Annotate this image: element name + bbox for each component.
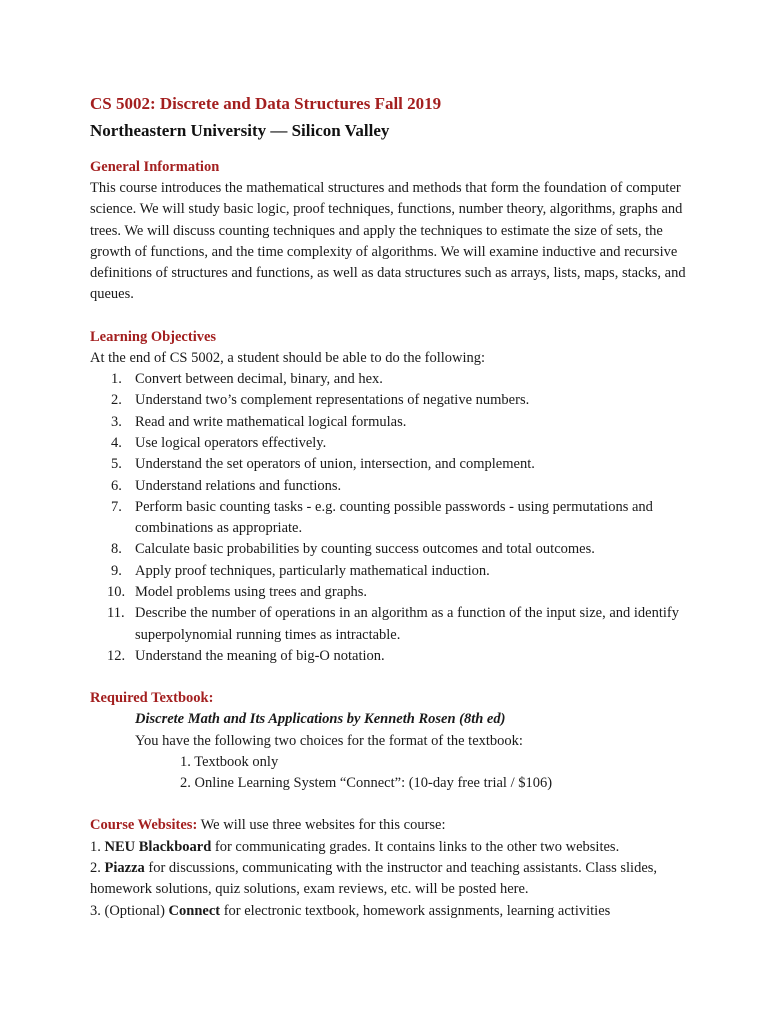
syllabus-page <box>90 92 690 922</box>
objective-text: Convert between decimal, binary, and hex. <box>135 371 383 388</box>
objective-item <box>90 369 690 390</box>
general-information-body: This course introduces the mathematical structures and methods that form the foundation of computer science. We will study basic logic, proof techniques, functions, number theory, algorithms, graphs and trees. We will discuss counting techniques and apply the techniques to estimate the size of sets, the growth of functions, and the time complexity of algorithms. We will examine inductive and recursive definitions of structures and functions, as well as data structures such as arrays, lists, maps, stacks, and queues. <box>90 180 686 303</box>
objective-text: Use logical operators effectively. <box>135 434 327 451</box>
objective-text: Read and write mathematical logical formulas. <box>135 413 407 430</box>
objective-item <box>90 454 690 475</box>
required-textbook-heading: Required Textbook: <box>90 690 214 707</box>
objective-item <box>90 497 690 540</box>
course-title: CS 5002: Discrete and Data Structures Fall 2019 <box>90 94 442 113</box>
objective-text: Understand the meaning of big-O notation. <box>135 647 385 664</box>
website-item-blackboard <box>90 837 690 858</box>
objective-number: 8. <box>111 541 122 558</box>
website-item-connect <box>90 901 690 922</box>
objective-text: Perform basic counting tasks - e.g. counting possible passwords - using permutations and combinations as appropriate. <box>135 498 653 537</box>
website-prefix: 2. <box>90 860 105 877</box>
objective-number: 12. <box>107 647 126 664</box>
website-description: for electronic textbook, homework assignments, learning activities <box>220 902 611 919</box>
objective-item <box>90 539 690 560</box>
objective-item <box>90 582 690 603</box>
objective-item <box>90 390 690 411</box>
course-websites-intro-line <box>90 815 690 836</box>
objective-text: Model problems using trees and graphs. <box>135 584 367 601</box>
course-websites-intro: We will use three websites for this course: <box>197 817 446 834</box>
website-name: NEU Blackboard <box>104 838 212 855</box>
objective-number: 6. <box>111 477 122 494</box>
learning-objectives-list <box>90 369 690 667</box>
textbook-title: Discrete Math and Its Applications by Kenneth Rosen (8th ed) <box>135 711 506 728</box>
objective-text: Describe the number of operations in an algorithm as a function of the input size, and identify superpolynomial running times as intractable. <box>135 605 679 643</box>
course-websites-heading: Course Websites: <box>90 817 198 834</box>
objective-item <box>90 561 690 582</box>
website-item-piazza <box>90 858 690 901</box>
objective-text: Calculate basic probabilities by counting success outcomes and total outcomes. <box>135 541 595 558</box>
website-description: for communicating grades. It contains links to the other two websites. <box>211 838 620 855</box>
objective-item <box>90 646 690 667</box>
objective-number: 7. <box>111 498 122 515</box>
objective-item <box>90 412 690 433</box>
website-prefix: 1. <box>90 838 105 855</box>
objective-item <box>90 476 690 497</box>
objective-text: Apply proof techniques, particularly mathematical induction. <box>135 562 490 579</box>
website-description: for discussions, communicating with the instructor and teaching assistants. Class slides, homework solutions, quiz solutions, exam reviews, etc. will be posted here. <box>90 860 658 898</box>
objective-text: Understand relations and functions. <box>135 477 342 494</box>
objective-number: 5. <box>111 456 122 473</box>
university-subtitle: Northeastern University — Silicon Valley <box>90 121 390 140</box>
website-prefix: 3. (Optional) <box>90 902 169 919</box>
objective-text: Understand the set operators of union, intersection, and complement. <box>135 456 535 473</box>
textbook-choices-list <box>90 752 690 795</box>
learning-objectives-heading: Learning Objectives <box>90 328 217 345</box>
textbook-choice: 1. Textbook only <box>180 753 279 770</box>
website-name: Piazza <box>104 860 145 877</box>
objective-item <box>90 433 690 454</box>
textbook-intro: You have the following two choices for the format of the textbook: <box>135 732 523 749</box>
objective-number: 11. <box>107 605 125 622</box>
objective-text: Understand two’s complement representations of negative numbers. <box>135 392 530 409</box>
objective-number: 1. <box>111 371 122 388</box>
website-name: Connect <box>168 902 221 919</box>
course-websites-section <box>90 815 690 921</box>
objective-number: 9. <box>111 562 122 579</box>
textbook-choice: 2. Online Learning System “Connect”: (10-day free trial / $106) <box>180 775 553 792</box>
objective-number: 4. <box>111 434 122 451</box>
general-information-section <box>90 157 690 306</box>
learning-objectives-intro: At the end of CS 5002, a student should be able to do the following: <box>90 349 486 366</box>
objective-number: 10. <box>107 584 126 601</box>
objective-number: 3. <box>111 413 122 430</box>
objective-number: 2. <box>111 392 122 409</box>
objective-item <box>90 603 690 646</box>
required-textbook-section <box>90 688 690 794</box>
learning-objectives-section <box>90 327 690 667</box>
general-information-heading: General Information <box>90 159 220 175</box>
